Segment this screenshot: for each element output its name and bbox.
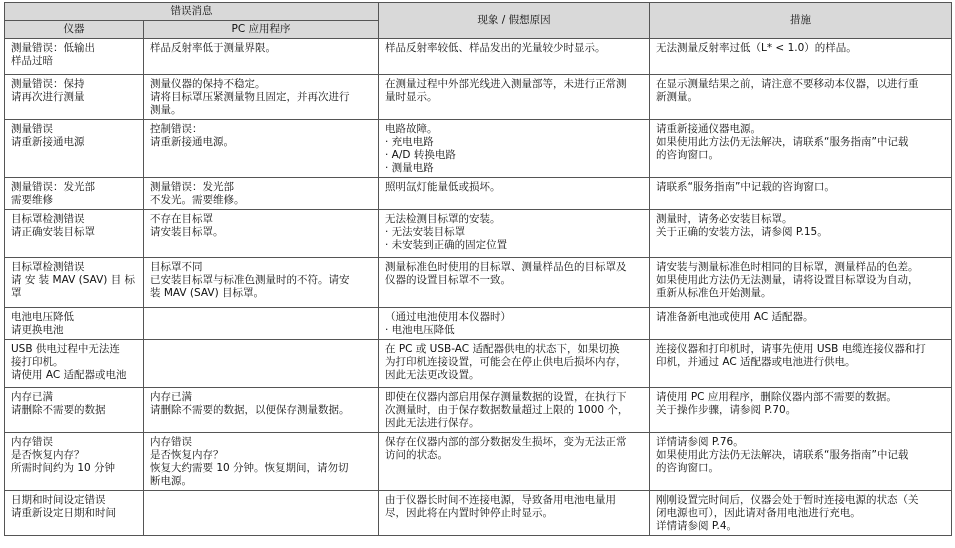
cell-line: 请删除不需要的数据，以便保存测量数据。 [150,404,350,416]
header-action: 措施 [650,3,952,39]
cell-line: 请正确安装目标罩 [11,226,95,238]
cell-cause [379,340,650,388]
cell-cause [379,210,650,258]
cell-line: 目标罩检测错误 [11,213,85,225]
cell-line: 不发光。需要维修。 [150,194,245,206]
cell-pc-app [144,178,379,210]
cell-line: 请使用 PC 应用程序，删除仪器内部不需要的数据。 [656,391,897,403]
cell-line: · 电池电压降低 [385,324,455,336]
cell-line: 测量错误 [11,123,53,135]
cell-line: 装 MAV (SAV) 目标罩。 [150,287,265,299]
cell-line: 请再次进行测量 [11,91,85,103]
cell-line: 不存在目标罩 [150,213,213,225]
cell-line: 样品过暗 [11,55,53,67]
table-row [5,433,952,491]
table-row [5,75,952,120]
cell-action [650,491,952,536]
cell-line: 印机，并通过 AC 适配器或电池进行供电。 [656,356,856,368]
cell-device [5,433,144,491]
cell-pc-app [144,39,379,75]
cell-line: 连接仪器和打印机时，请事先使用 USB 电缆连接仪器和打 [656,343,926,355]
cell-line: 详情请参阅 P.4。 [656,520,738,532]
cell-line: 无法测量反射率过低（L* < 1.0）的样品。 [656,42,857,54]
header-cause: 现象 / 假想原因 [379,3,650,39]
cell-line: 测量时，请务必安装目标罩。 [656,213,793,225]
cell-cause [379,39,650,75]
error-message-table [4,2,952,536]
cell-cause [379,433,650,491]
cell-action [650,258,952,308]
table-row [5,491,952,536]
cell-line: 是否恢复内存？ [150,449,224,461]
cell-line: 尽，因此将在内置时钟停止时显示。 [385,507,553,519]
cell-pc-app [144,491,379,536]
cell-line: 刚刚设置完时间后，仪器会处于暂时连接电源的状态（关 [656,494,919,506]
cell-line: 重新从标准色开始测量。 [656,287,772,299]
cell-line: · 无法安装目标罩 [385,226,466,238]
cell-line: 样品反射率较低、样品发出的光量较少时显示。 [385,42,606,54]
cell-line: 内存已满 [150,391,192,403]
cell-device [5,75,144,120]
table-row [5,120,952,178]
cell-device [5,388,144,433]
cell-line: 照明氙灯能量低或损坏。 [385,181,501,193]
cell-line: 请重新接通电源。 [150,136,234,148]
cell-line: 请删除不需要的数据 [11,404,106,416]
table-row [5,258,952,308]
table-body [5,39,952,536]
cell-pc-app [144,308,379,340]
cell-line: 的咨询窗口。 [656,462,719,474]
cell-line: 电池电压降低 [11,311,74,323]
cell-line: 目标罩检测错误 [11,261,85,273]
cell-line: 接打印机。 [11,356,64,368]
cell-line: 在测量过程中外部光线进入测量部等，未进行正常测 [385,78,627,90]
header-error-message: 错误消息 [5,3,379,21]
table-row [5,178,952,210]
cell-line: 需要维修 [11,194,53,206]
cell-line: 电路故障。 [385,123,438,135]
cell-line: 是否恢复内存？ [11,449,85,461]
cell-action [650,39,952,75]
cell-line: · A/D 转换电路 [385,149,456,161]
table-row [5,39,952,75]
cell-line: 新测量。 [656,91,698,103]
cell-line: 关于正确的安装方法，请参阅 P.15。 [656,226,828,238]
cell-pc-app [144,433,379,491]
cell-line: 请将目标罩压紧测量物且固定，并再次进行 [150,91,350,103]
cell-cause [379,491,650,536]
cell-line: 请重新接通仪器电源。 [656,123,761,135]
cell-line: 因此无法更改设置。 [385,369,480,381]
cell-line: 罩 [11,287,22,299]
cell-pc-app [144,388,379,433]
cell-line: 量时显示。 [385,91,438,103]
cell-action [650,388,952,433]
cell-pc-app [144,340,379,388]
table-row [5,340,952,388]
cell-line: 控制错误： [150,123,203,135]
cell-line: 详情请参阅 P.76。 [656,436,744,448]
cell-line: 请安装与测量标准色时相同的目标罩，测量样品的色差。 [656,261,919,273]
cell-line: 请重新接通电源 [11,136,85,148]
cell-action [650,178,952,210]
cell-line: 测量标准色时使用的目标罩、测量样品色的目标罩及 [385,261,627,273]
cell-cause [379,120,650,178]
cell-line: · 未安装到正确的固定位置 [385,239,508,251]
cell-line: 测量错误：低输出 [11,42,95,54]
cell-line: 日期和时间设定错误 [11,494,106,506]
cell-line: 内存已满 [11,391,53,403]
cell-action [650,75,952,120]
cell-cause [379,258,650,308]
cell-line: 次测量时，由于保存数据数量超过上限的 1000 个， [385,404,629,416]
cell-action [650,340,952,388]
cell-device [5,491,144,536]
cell-line: 测量错误：保持 [11,78,85,90]
cell-line: 请准备新电池或使用 AC 适配器。 [656,311,814,323]
cell-line: 关于操作步骤，请参阅 P.70。 [656,404,797,416]
cell-cause [379,388,650,433]
cell-cause [379,75,650,120]
cell-line: 无法检测目标罩的安装。 [385,213,501,225]
cell-line: 所需时间约为 10 分钟 [11,462,116,474]
cell-line: 请安装目标罩。 [150,226,224,238]
cell-line: 由于仪器长时间不连接电源，导致备用电池电量用 [385,494,616,506]
cell-line: 测量仪器的保持不稳定。 [150,78,266,90]
cell-line: · 充电电路 [385,136,434,148]
cell-line: 内存错误 [11,436,53,448]
cell-line: USB 供电过程中无法连 [11,343,120,355]
cell-line: 如果使用此方法仍无法解决，请联系“服务指南”中记载 [656,136,909,148]
table-row [5,210,952,258]
cell-line: 请 安 装 MAV (SAV) 目 标 [11,274,136,286]
cell-device [5,178,144,210]
table-row [5,308,952,340]
header-device: 仪器 [5,21,144,39]
cell-device [5,340,144,388]
cell-action [650,210,952,258]
cell-device [5,258,144,308]
cell-pc-app [144,75,379,120]
cell-line: · 测量电路 [385,162,434,174]
table-row [5,388,952,433]
cell-line: 请联系“服务指南”中记载的咨询窗口。 [656,181,835,193]
cell-pc-app [144,210,379,258]
cell-line: （通过电池使用本仪器时） [385,311,511,323]
cell-pc-app [144,258,379,308]
cell-line: 内存错误 [150,436,192,448]
cell-line: 访问的状态。 [385,449,448,461]
cell-line: 如果使用此方法仍无法解决，请联系“服务指南”中记载 [656,449,909,461]
cell-device [5,210,144,258]
cell-line: 请使用 AC 适配器或电池 [11,369,127,381]
cell-action [650,308,952,340]
cell-line: 为打印机连接设置，可能会在停止供电后损坏内存， [385,356,627,368]
cell-line: 断电源。 [150,475,192,487]
cell-line: 在 PC 或 USB-AC 适配器供电的状态下，如果切换 [385,343,620,355]
cell-line: 测量错误：发光部 [150,181,234,193]
cell-line: 闭电源也可），因此请对备用电池进行充电。 [656,507,861,519]
cell-line: 目标罩不同 [150,261,203,273]
cell-line: 在显示测量结果之前，请注意不要移动本仪器，以进行重 [656,78,919,90]
cell-line: 样品反射率低于测量界限。 [150,42,276,54]
cell-line: 恢复大约需要 10 分钟。恢复期间，请勿切 [150,462,349,474]
cell-line: 即使在仪器内部启用保存测量数据的设置，在执行下 [385,391,627,403]
header-pc-app: PC 应用程序 [144,21,379,39]
cell-line: 已安装目标罩与标准色测量时的不符。请安 [150,274,350,286]
cell-line: 如果使用此方法仍无法测量，请将设置目标罩设为自动， [656,274,919,286]
cell-line: 仪器的设置目标罩不一致。 [385,274,511,286]
cell-line: 因此无法进行保存。 [385,417,480,429]
cell-cause [379,178,650,210]
cell-action [650,433,952,491]
cell-line: 的咨询窗口。 [656,149,719,161]
cell-line: 保存在仪器内部的部分数据发生损坏，变为无法正常 [385,436,627,448]
cell-device [5,308,144,340]
cell-device [5,39,144,75]
cell-line: 请重新设定日期和时间 [11,507,116,519]
cell-pc-app [144,120,379,178]
cell-line: 测量错误：发光部 [11,181,95,193]
cell-line: 测量。 [150,104,182,116]
cell-line: 请更换电池 [11,324,64,336]
cell-cause [379,308,650,340]
cell-action [650,120,952,178]
cell-device [5,120,144,178]
